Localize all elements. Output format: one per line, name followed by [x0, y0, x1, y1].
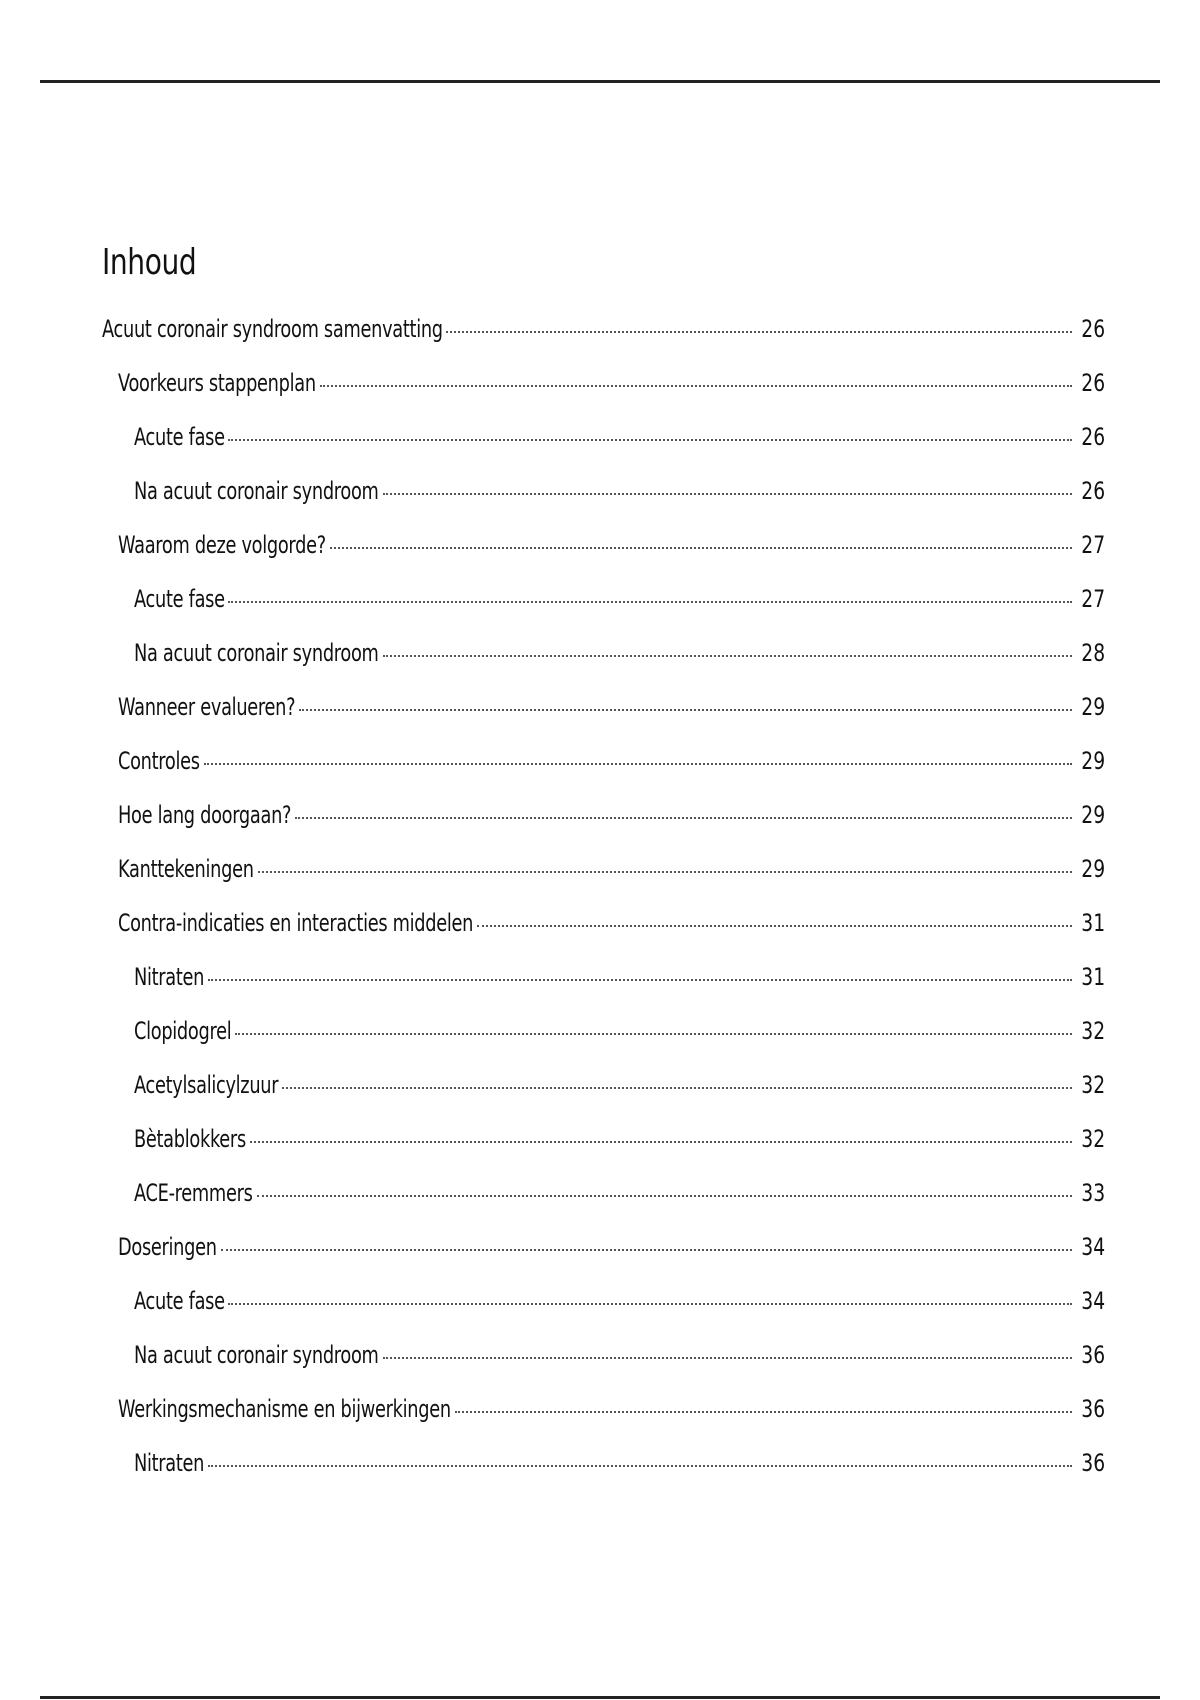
toc-page-number: 29 — [1081, 855, 1106, 883]
toc-page-number: 36 — [1081, 1395, 1106, 1423]
toc-page-number: 26 — [1081, 315, 1106, 343]
toc-entry[interactable] — [102, 1124, 1106, 1178]
toc-dot-leader — [282, 1087, 1072, 1089]
toc-entry-label: Kanttekeningen — [118, 855, 254, 883]
toc-entry-label: Acute fase — [134, 423, 225, 451]
toc-page-number: 29 — [1081, 801, 1106, 829]
toc-dot-leader — [455, 1411, 1072, 1413]
toc-page-number: 36 — [1081, 1341, 1106, 1369]
header-rule — [40, 80, 1160, 83]
toc-entry-label: Nitraten — [134, 1449, 205, 1477]
toc-page-number: 27 — [1081, 585, 1106, 613]
toc-entry-label: Wanneer evalueren? — [118, 693, 296, 721]
toc-entry[interactable] — [102, 638, 1106, 692]
toc-entry-label: Clopidogrel — [134, 1017, 232, 1045]
table-of-contents — [102, 238, 1106, 1502]
toc-entry-label: Controles — [118, 747, 200, 775]
toc-dot-leader — [383, 655, 1072, 657]
toc-entry[interactable] — [102, 1070, 1106, 1124]
toc-entry[interactable] — [102, 854, 1106, 908]
toc-page-number: 32 — [1081, 1017, 1106, 1045]
toc-entry[interactable] — [102, 1178, 1106, 1232]
toc-page-number: 26 — [1081, 369, 1106, 397]
toc-entry-label: Na acuut coronair syndroom — [134, 639, 379, 667]
toc-entry[interactable] — [102, 1232, 1106, 1286]
toc-dot-leader — [228, 439, 1072, 441]
toc-entry[interactable] — [102, 692, 1106, 746]
toc-dot-leader — [257, 1195, 1072, 1197]
toc-dot-leader — [383, 1357, 1072, 1359]
toc-page-number: 36 — [1081, 1449, 1106, 1477]
toc-entry-label: Doseringen — [118, 1233, 217, 1261]
toc-entry[interactable] — [102, 908, 1106, 962]
toc-dot-leader — [228, 601, 1072, 603]
toc-entry-label: Voorkeurs stappenplan — [118, 369, 316, 397]
toc-entry-label: Acute fase — [134, 1287, 225, 1315]
toc-page-number: 34 — [1081, 1233, 1106, 1261]
toc-entry-label: Bètablokkers — [134, 1125, 246, 1153]
toc-entry-label: Acute fase — [134, 585, 225, 613]
toc-dot-leader — [330, 547, 1072, 549]
toc-entry[interactable] — [102, 1448, 1106, 1502]
toc-dot-leader — [446, 331, 1072, 333]
toc-entry[interactable] — [102, 476, 1106, 530]
toc-page-number: 29 — [1081, 747, 1106, 775]
toc-dot-leader — [383, 493, 1072, 495]
toc-entry-label: Acetylsalicylzuur — [134, 1071, 279, 1099]
toc-entry[interactable] — [102, 962, 1106, 1016]
toc-page-number: 31 — [1081, 963, 1106, 991]
toc-dot-leader — [204, 763, 1072, 765]
toc-entry[interactable] — [102, 1340, 1106, 1394]
toc-entry[interactable] — [102, 1394, 1106, 1448]
toc-entry-label: Hoe lang doorgaan? — [118, 801, 292, 829]
toc-entry[interactable] — [102, 368, 1106, 422]
toc-page-number: 33 — [1081, 1179, 1106, 1207]
toc-page-number: 29 — [1081, 693, 1106, 721]
toc-entry[interactable] — [102, 746, 1106, 800]
toc-page-number: 26 — [1081, 423, 1106, 451]
toc-entry-label: Contra-indicaties en interacties middelen — [118, 909, 474, 937]
toc-page-number: 27 — [1081, 531, 1106, 559]
toc-dot-leader — [228, 1303, 1072, 1305]
toc-entry[interactable] — [102, 530, 1106, 584]
toc-dot-leader — [235, 1033, 1072, 1035]
toc-dot-leader — [258, 871, 1072, 873]
toc-page-number: 31 — [1081, 909, 1106, 937]
toc-entry-label: Acuut coronair syndroom samenvatting — [102, 315, 443, 343]
toc-page-number: 26 — [1081, 477, 1106, 505]
toc-entry[interactable] — [102, 800, 1106, 854]
toc-entry[interactable] — [102, 1286, 1106, 1340]
toc-dot-leader — [221, 1249, 1072, 1251]
toc-dot-leader — [250, 1141, 1072, 1143]
toc-page-number: 34 — [1081, 1287, 1106, 1315]
toc-entry[interactable] — [102, 1016, 1106, 1070]
toc-list — [102, 314, 1106, 1502]
toc-entry-label: ACE-remmers — [134, 1179, 253, 1207]
toc-page-number: 32 — [1081, 1125, 1106, 1153]
toc-dot-leader — [208, 979, 1072, 981]
toc-entry-label: Na acuut coronair syndroom — [134, 1341, 379, 1369]
toc-dot-leader — [477, 925, 1072, 927]
toc-entry[interactable] — [102, 584, 1106, 638]
toc-entry[interactable] — [102, 422, 1106, 476]
toc-page-number: 32 — [1081, 1071, 1106, 1099]
toc-entry-label: Nitraten — [134, 963, 205, 991]
toc-entry-label: Na acuut coronair syndroom — [134, 477, 379, 505]
toc-entry-label: Werkingsmechanisme en bijwerkingen — [118, 1395, 451, 1423]
toc-dot-leader — [320, 385, 1072, 387]
toc-title: Inhoud — [102, 242, 197, 283]
toc-dot-leader — [299, 709, 1072, 711]
toc-entry-label: Waarom deze volgorde? — [118, 531, 326, 559]
toc-dot-leader — [295, 817, 1072, 819]
footer-rule — [40, 1696, 1160, 1699]
toc-entry[interactable] — [102, 314, 1106, 368]
toc-page-number: 28 — [1081, 639, 1106, 667]
toc-dot-leader — [208, 1465, 1072, 1467]
